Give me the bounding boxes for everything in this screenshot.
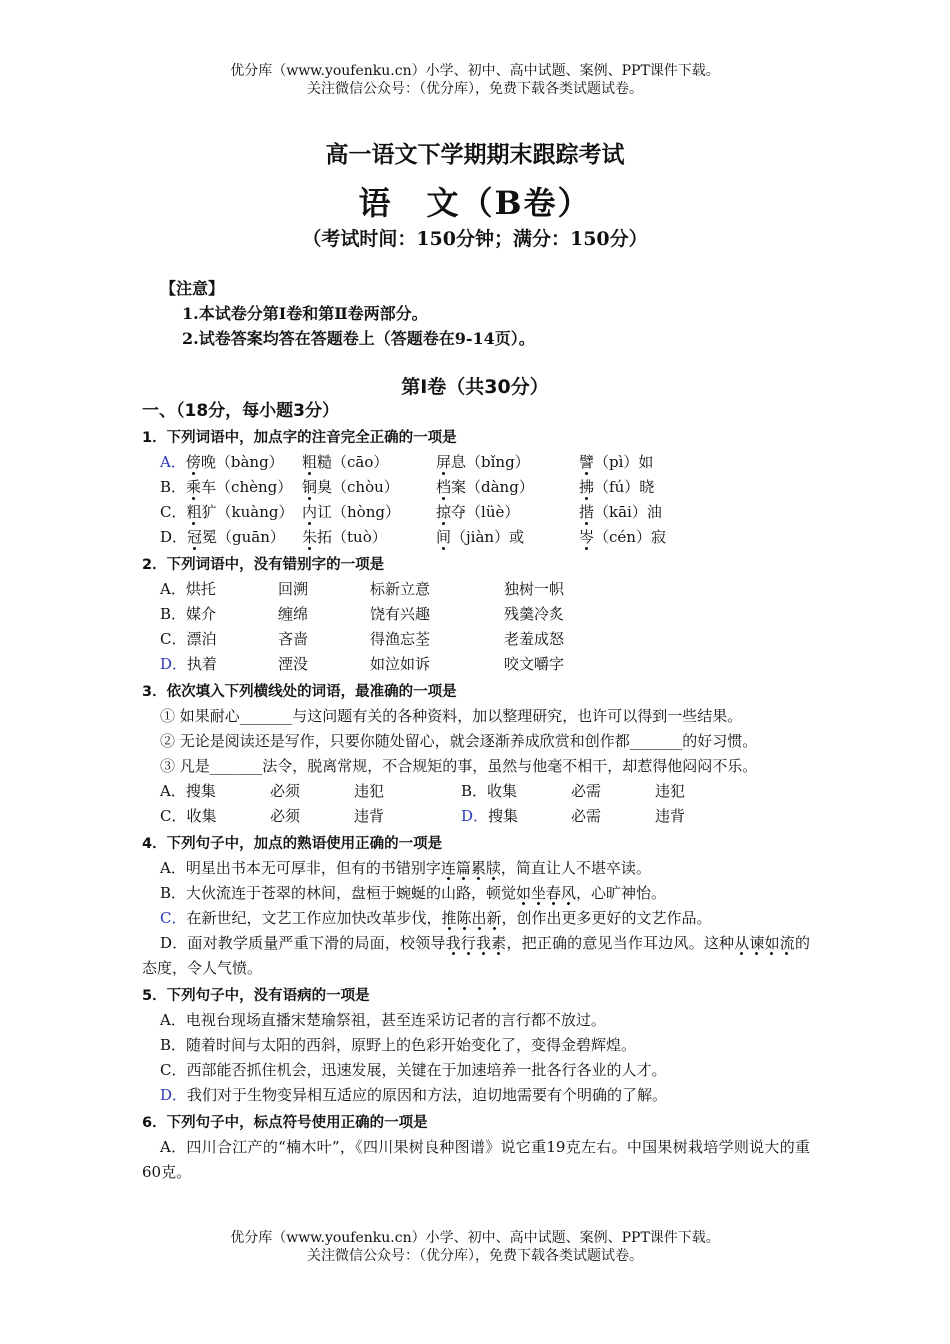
- blank: _______: [239, 707, 293, 725]
- word: 执着: [187, 655, 218, 673]
- q3-options-cd: [142, 804, 810, 829]
- word: 老羞成怒: [504, 630, 565, 648]
- dotted-char: 粗: [302, 453, 318, 471]
- q4-option-c: [142, 906, 810, 931]
- text: 的好习惯。: [682, 732, 758, 750]
- section-title: 第Ⅰ卷（共30分）: [401, 376, 549, 398]
- answer-mark: D．: [160, 655, 188, 673]
- option-letter: C．: [160, 630, 187, 648]
- q4-option-b: [142, 881, 810, 906]
- q5-option-d: [142, 1083, 810, 1108]
- q5-option-b: B．随着时间与太阳的西斜，原野上的色彩开始变化了，变得金碧辉煌。: [160, 1036, 637, 1054]
- text: ③ 凡是: [160, 757, 210, 775]
- text: 拓（tuò）: [317, 528, 387, 546]
- dotted-idiom: 从谏如流: [734, 934, 795, 956]
- dotted-char: 傍: [185, 453, 201, 471]
- q6-option-a: A．四川合江产的“楠木叶”，《四川果树良种图谱》说它重19克左右。中国果树栽培学则说大的重60克。: [142, 1138, 810, 1181]
- q1-option-b: [142, 475, 810, 500]
- option-letter: B．: [160, 478, 187, 496]
- q1-option-a: [142, 450, 810, 475]
- dotted-char: 间: [436, 528, 452, 546]
- dotted-char: 揩: [579, 503, 595, 521]
- notice-block: [160, 276, 535, 351]
- word: 烘托: [185, 580, 216, 598]
- dotted-char: 档: [436, 478, 452, 496]
- text: A．明星出书本无可厚非，但有的书错别字: [160, 859, 441, 877]
- answer-mark: C．: [160, 909, 187, 927]
- dotted-char: 岑: [579, 528, 595, 546]
- text: ，把正确的意见当作耳边风。这种: [506, 934, 735, 952]
- answer-mark: D．: [160, 1086, 188, 1104]
- header-line-1: 优分库（www.youfenku.cn）小学、初中、高中试题、案例、PPT课件下载。: [230, 63, 720, 79]
- text: 犷（kuàng）: [201, 503, 294, 521]
- text: B．大伙流连于苍翠的林间，盘桓于蜿蜒的山路，顿觉: [160, 884, 517, 902]
- exam-info: （考试时间：150分钟；满分：150分）: [302, 228, 648, 250]
- text: 车（chèng）: [201, 478, 293, 496]
- text: （jiàn）或: [451, 528, 525, 546]
- q5-stem: 5．下列句子中，没有语病的一项是: [142, 988, 370, 1004]
- notice-label: 【注意】: [160, 279, 225, 298]
- answer-mark: D．: [461, 807, 489, 825]
- word: 得渔忘荃: [370, 630, 431, 648]
- text: 法令，脱离常规，不合规矩的事，虽然与他毫不相干，却惹得他闷闷不乐。: [262, 757, 758, 775]
- dotted-char: 内: [302, 503, 318, 521]
- option-letter: C．: [160, 807, 187, 825]
- word: 违背: [354, 807, 385, 825]
- word: 如泣如诉: [370, 655, 431, 673]
- word: 标新立意: [370, 580, 431, 598]
- text: 我们对于生物变异相互适应的原因和方法，迫切地需要有个明确的了解。: [187, 1086, 668, 1104]
- word: 必须: [270, 782, 301, 800]
- option-letter: B．: [461, 782, 488, 800]
- word: 必需: [571, 807, 602, 825]
- text: 与这问题有关的各种资料，加以整理研究，也许可以得到一些结果。: [292, 707, 743, 725]
- notice-item-2: 2.试卷答案均答在答题卷上（答题卷在9-14页）。: [182, 329, 535, 348]
- word: 漂泊: [186, 630, 217, 648]
- q2-option-c: [142, 627, 810, 652]
- text: 息（bǐng）: [451, 453, 530, 471]
- option-letter: A．: [160, 782, 186, 800]
- header-line-2: 关注微信公众号：（优分库），免费下载各类试题试卷。: [307, 81, 643, 97]
- text: 冕（guān）: [202, 528, 285, 546]
- q2-option-a: [142, 577, 810, 602]
- q6-stem: 6．下列句子中，标点符号使用正确的一项是: [142, 1115, 428, 1131]
- q2-option-b: [142, 602, 810, 627]
- word: 媒介: [186, 605, 217, 623]
- text: 臭（chòu）: [317, 478, 399, 496]
- q3-sentence-3: [142, 754, 810, 779]
- option-letter: D．: [160, 528, 188, 546]
- word: 必须: [270, 807, 301, 825]
- text: 在新世纪，文艺工作应加快改革步伐，: [186, 909, 442, 927]
- word: 咬文嚼字: [504, 655, 565, 673]
- text: ，心旷神怡。: [576, 884, 667, 902]
- option-letter: B．: [160, 605, 187, 623]
- dotted-char: 朱: [302, 528, 318, 546]
- text: （fú）晓: [594, 478, 655, 496]
- word: 独树一帜: [504, 580, 565, 598]
- word: 违犯: [655, 782, 686, 800]
- word: 必需: [571, 782, 602, 800]
- text: D．面对教学质量严重下滑的局面，校领导: [160, 934, 446, 952]
- q5-option-a: A．电视台现场直播宋楚瑜祭祖，甚至连采访记者的言行都不放过。: [160, 1011, 606, 1029]
- text: ① 如果耐心: [160, 707, 240, 725]
- footer-line-1: 优分库（www.youfenku.cn）小学、初中、高中试题、案例、PPT课件下载。: [230, 1230, 720, 1246]
- dotted-char: 铜: [302, 478, 318, 496]
- q3-options-ab: [142, 779, 810, 804]
- word: 回溯: [278, 580, 309, 598]
- word: 饶有兴趣: [370, 605, 431, 623]
- q3-sentence-2: [142, 729, 810, 754]
- dotted-idiom: 我行我素: [446, 934, 507, 956]
- subject-title: 语 文（B卷）: [358, 184, 592, 222]
- option-letter: C．: [160, 503, 187, 521]
- q3-stem: 3．依次填入下列横线处的词语，最准确的一项是: [142, 684, 457, 700]
- q4-stem: 4．下列句子中，加点的熟语使用正确的一项是: [142, 836, 443, 852]
- word: 残羹冷炙: [504, 605, 565, 623]
- dotted-char: 屏: [436, 453, 452, 471]
- text: 夺（lüè）: [451, 503, 520, 521]
- dotted-char: 拂: [579, 478, 595, 496]
- dotted-idiom: 推陈出新: [442, 909, 502, 931]
- dotted-char: 乘: [186, 478, 202, 496]
- word: 缠绵: [278, 605, 309, 623]
- dotted-char: 掠: [436, 503, 452, 521]
- text: （pì）如: [594, 453, 654, 471]
- q4-option-a: [142, 856, 810, 881]
- word: 湮没: [278, 655, 309, 673]
- blank: _______: [209, 757, 263, 775]
- option-letter: A．: [160, 580, 186, 598]
- questions: [142, 400, 810, 1185]
- text: （cén）寂: [594, 528, 666, 546]
- footer-line-2: 关注微信公众号：（优分库），免费下载各类试题试卷。: [307, 1248, 643, 1264]
- dotted-char: 譬: [579, 453, 595, 471]
- word: 搜集: [488, 807, 519, 825]
- word: 吝啬: [278, 630, 309, 648]
- text: 糙（cāo）: [317, 453, 389, 471]
- part-heading: 一、（18分，每小题3分）: [142, 401, 339, 421]
- dotted-char: 冠: [187, 528, 203, 546]
- word: 违犯: [354, 782, 385, 800]
- dotted-idiom: 连篇累牍: [441, 859, 501, 881]
- q5-option-c: C．西部能否抓住机会，迅速发展，关键在于加速培养一批各行各业的人才。: [160, 1061, 667, 1079]
- q1-option-d: [142, 525, 810, 550]
- q2-stem: 2．下列词语中，没有错别字的一项是: [142, 557, 385, 573]
- q1-stem: 1．下列词语中，加点字的注音完全正确的一项是: [142, 430, 457, 446]
- text: ② 无论是阅读还是写作，只要你随处留心，就会逐渐养成欣赏和创作都: [160, 732, 630, 750]
- text: （kāi）油: [594, 503, 662, 521]
- word: 收集: [487, 782, 518, 800]
- dotted-idiom: 如坐春风: [516, 884, 576, 906]
- word: 搜集: [185, 782, 216, 800]
- text: ，简直让人不堪卒读。: [500, 859, 651, 877]
- text: ，创作出更多更好的文艺作品。: [501, 909, 712, 927]
- word: 收集: [186, 807, 217, 825]
- q1-option-c: [142, 500, 810, 525]
- blank: _______: [629, 732, 683, 750]
- text: 的态度，令人气愤。: [142, 934, 810, 977]
- text: 案（dàng）: [451, 478, 534, 496]
- dotted-char: 粗: [186, 503, 202, 521]
- exam-title: 高一语文下学期期末跟踪考试: [325, 142, 625, 168]
- text: 讧（hòng）: [317, 503, 400, 521]
- text: 晚（bàng）: [200, 453, 284, 471]
- notice-item-1: 1.本试卷分第Ⅰ卷和第Ⅱ卷两部分。: [182, 304, 428, 323]
- q2-option-d: [142, 652, 810, 677]
- q4-option-d: [142, 931, 810, 981]
- answer-mark: A．: [160, 453, 186, 471]
- q3-sentence-1: [142, 704, 810, 729]
- word: 违背: [655, 807, 686, 825]
